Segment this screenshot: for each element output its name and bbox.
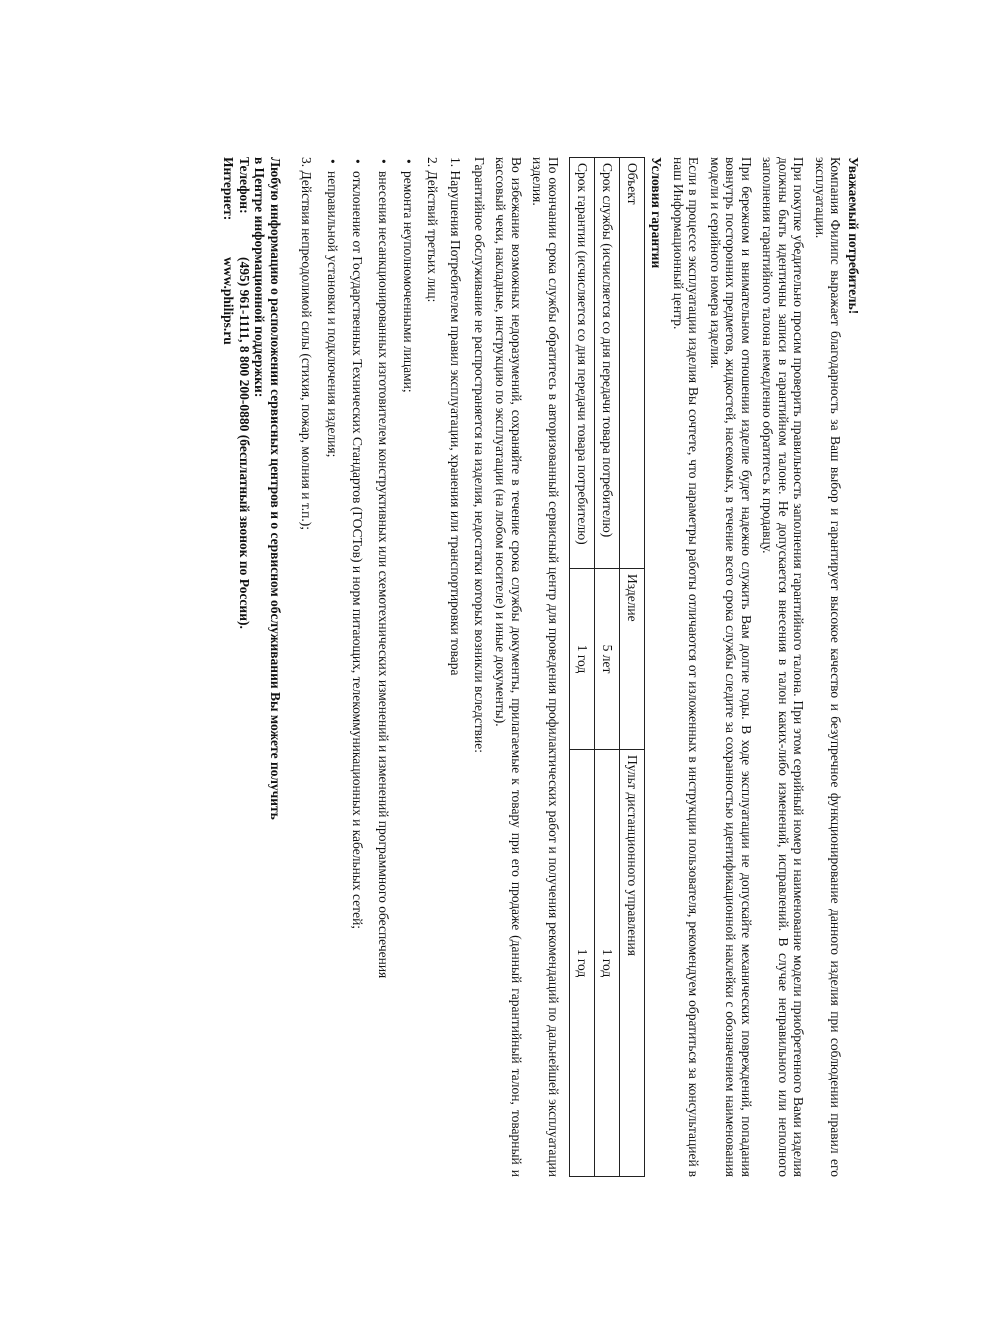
paragraph-service-end: По окончании срока службы обратитесь в авторизованный сервисный центр для проведения профилактических работ и получения рекомендаций по дальнейшей эксплуатации изделия. — [530, 157, 561, 1177]
paragraph-gratitude: Компания Филипс выражает благодарность за Ваш выбор и гарантирует высокое качество и безупречное функционирование данного изделия при соблюдении правил его эксплуатации. — [813, 157, 844, 1177]
list-item: • ремонта неуполномоченными лицами; — [401, 157, 417, 1177]
table-cell: Срок службы (исчисляется со дня передачи товара потребителю) — [595, 158, 620, 569]
table-row — [595, 158, 620, 1177]
web-row — [221, 157, 237, 1177]
paragraph-check-coupon: При покупке убедительно просим проверить правильность заполнения гарантийного талона. При этом серийный номер и наименование модели приобретенного Вами изделия должны быть идентичны записи в гарантийном талоне. Не допускается внесения в талон каких-либо изменений, исправлений. В случае неправильного или неполного заполнения гарантийного талона немедленно обратитесь к продавцу. — [760, 157, 807, 1177]
paragraph-consultation: Если в процессе эксплуатации изделия Вы сочтете, что параметры работы отличаются от изложенных в инструкции пользователя, рекомендуем обратиться за консультацией в наш Информационный центр. — [671, 157, 702, 1177]
warranty-table — [569, 157, 645, 1177]
table-header-product: Изделие — [620, 569, 645, 750]
table-cell: Срок гарантии (исчисляется со дня передачи товара потребителю) — [570, 158, 595, 569]
cause-item-1: 1. Нарушения Потребителем правил эксплуатации, хранения или транспортировки товара — [448, 157, 464, 676]
table-cell: 1 год — [570, 750, 595, 1177]
table-header-object: Объект — [620, 158, 645, 569]
paragraph-keep-documents: Во избежание возможных недоразумений, сохраняйте в течение срока службы документы, прилагаемые к товару при его продаже (данный гарантийный талон, товарный и кассовый чеки, накладные, инструкцию по эксплуатации (на любом носителе) и иные документы). — [493, 157, 524, 1177]
cause-item-2: 2. Действий третьих лиц: — [425, 157, 440, 303]
paragraph-exclusions: Гарантийное обслуживание не распространяется на изделия, недостатки которых возникли вследствие: — [472, 157, 487, 753]
contact-intro: Любую информацию о расположении сервисных центров и о сервисном обслуживании Вы можете получить — [268, 157, 283, 820]
phone-row — [237, 157, 253, 1177]
list-item: • внесения несанкционированных изготовителем конструктивных или схемотехнических изменений и изменений программного обеспечения — [376, 157, 392, 1177]
paragraph-careful-use: При бережном и внимательном отношении изделие будет надежно служить Вам долгие годы. В ходе эксплуатации не допускайте механических повреждений, попадания вовнутрь посторонних предметов, жидкостей, насекомых, в течение всего срока службы следите за сохранностью идентификационной наклейки с обозначением наименования модели и серийного номера изделия. — [708, 157, 754, 1177]
web-label: Интернет: — [221, 157, 237, 221]
greeting-heading: Уважаемый потребитель! — [846, 157, 861, 315]
conditions-title: Условия гарантии — [649, 157, 665, 269]
cause-item-3: 3. Действия непреодолимой силы (стихия, пожар, молния и т.п.); — [299, 157, 315, 530]
table-cell: 1 год — [570, 569, 595, 750]
warranty-document — [221, 157, 861, 1177]
web-link[interactable]: www.philips.ru — [221, 257, 237, 345]
table-header-remote: Пульт дистанционного управления — [620, 750, 645, 1177]
table-cell: 5 лет — [595, 569, 620, 750]
phone-value: (495) 961-1111, 8 800 200-0880 (бесплатный звонок по России). — [237, 257, 252, 629]
table-header-row — [620, 158, 645, 1177]
list-item: • неправильной установки и подключения изделия; — [325, 157, 341, 1177]
table-cell: 1 год — [595, 750, 620, 1177]
cause-bullet-list — [325, 157, 417, 1177]
contact-block — [221, 157, 283, 1177]
list-item: • отклонение от Государственных Технических Стандартов (ГОСТов) и норм питающих, телекоммуникационных и кабельных сетей; — [350, 157, 366, 1177]
contact-center: в Центре информационной поддержки: — [252, 157, 268, 398]
phone-label: Телефон: — [237, 157, 252, 214]
table-row — [570, 158, 595, 1177]
